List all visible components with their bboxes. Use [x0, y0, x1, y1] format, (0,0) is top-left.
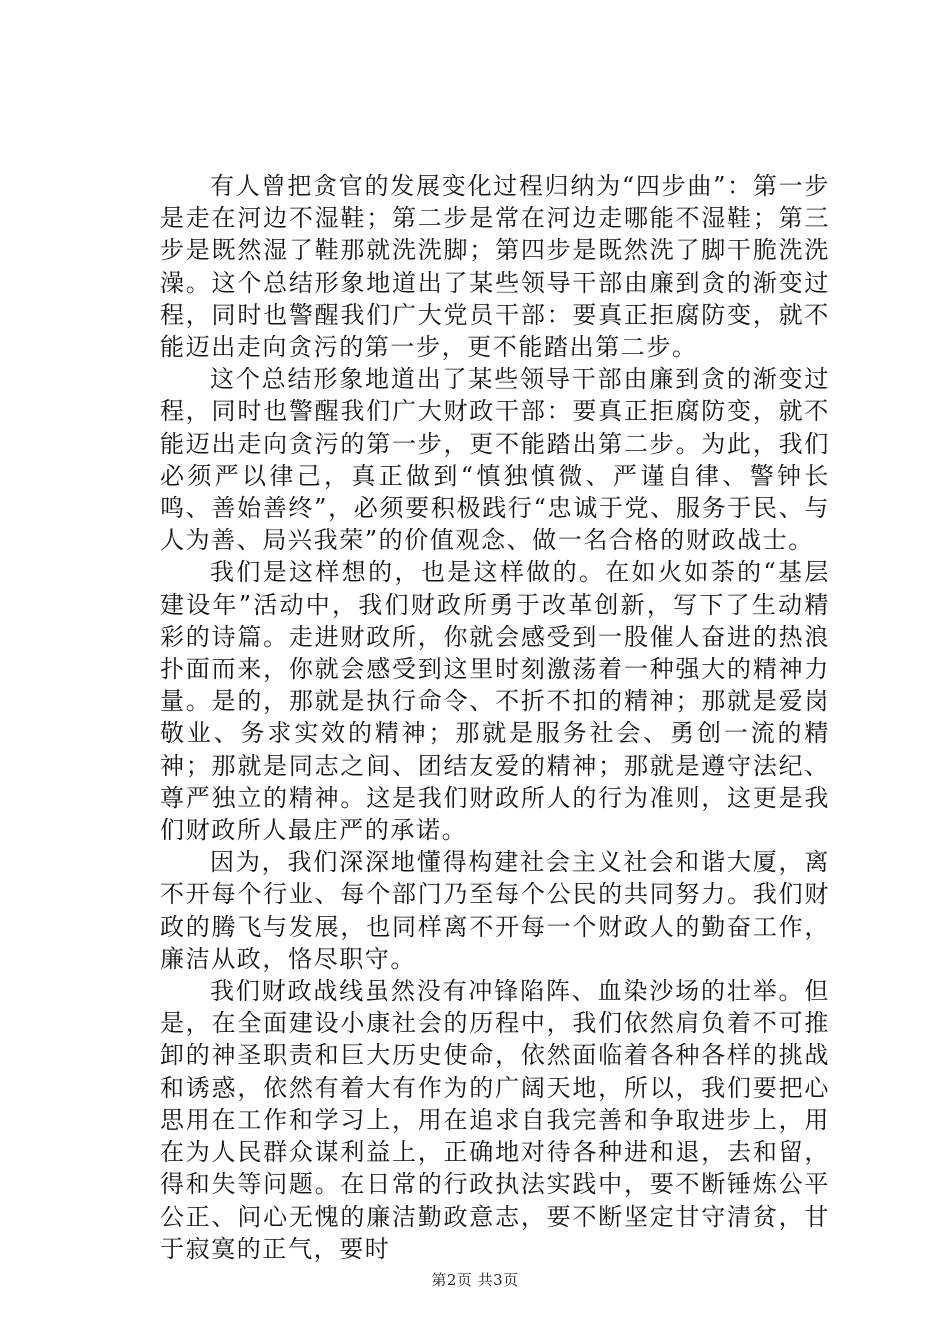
- page-number-footer: 第2页 共3页: [431, 1271, 519, 1289]
- paragraph-1: 有人曾把贪官的发展变化过程归纳为“四步曲”：第一步是走在河边不湿鞋；第二步是常在河边走哪能不湿鞋；第三步是既然湿了鞋那就洗洗脚；第四步是既然洗了脚干脆洗洗澡。这个总结形象地道出了某些领导干部由廉到贪的渐变过程，同时也警醒我们广大党员干部：要真正拒腐防变，就不能迈出走向贪污的第一步，更不能踏出第二步。: [160, 172, 830, 362]
- paragraph-3: 我们是这样想的，也是这样做的。在如火如荼的“基层建设年”活动中，我们财政所勇于改革创新，写下了生动精彩的诗篇。走进财政所，你就会感受到一股催人奋进的热浪扑面而来，你就会感受到这里时刻激荡着一种强大的精神力量。是的，那就是执行命令、不折不扣的精神；那就是爱岗敬业、务求实效的精神；那就是服务社会、勇创一流的精神；那就是同志之间、团结友爱的精神；那就是遵守法纪、尊严独立的精神。这是我们财政所人的行为准则，这更是我们财政所人最庄严的承诺。: [160, 558, 830, 845]
- paragraph-5: 我们财政战线虽然没有冲锋陷阵、血染沙场的壮举。但是，在全面建设小康社会的历程中，我们依然肩负着不可推卸的神圣职责和巨大历史使命，依然面临着各种各样的挑战和诱惑，依然有着大有作为的广阔天地，所以，我们要把心思用在工作和学习上，用在追求自我完善和争取进步上，用在为人民群众谋利益上，正确地对待各种进和退，去和留，得和失等问题。在日常的行政执法实践中，要不断锤炼公平公正、问心无愧的廉洁勤政意志，要不断坚定甘守清贫，甘于寂寞的正气，要时: [160, 977, 830, 1263]
- paragraph-4: 因为，我们深深地懂得构建社会主义社会和谐大厦，离不开每个行业、每个部门乃至每个公民的共同努力。我们财政的腾飞与发展，也同样离不开每一个财政人的勤奋工作，廉洁从政，恪尽职守。: [160, 848, 830, 973]
- paragraph-2: 这个总结形象地道出了某些领导干部由廉到贪的渐变过程，同时也警醒我们广大财政干部：要真正拒腐防变，就不能迈出走向贪污的第一步，更不能踏出第二步。为此，我们必须严以律己，真正做到“慎独慎微、严谨自律、警钟长鸣、善始善终”，必须要积极践行“忠诚于党、服务于民、与人为善、局兴我荣”的价值观念、做一名合格的财政战士。: [160, 365, 830, 555]
- body-text: [160, 170, 830, 1265]
